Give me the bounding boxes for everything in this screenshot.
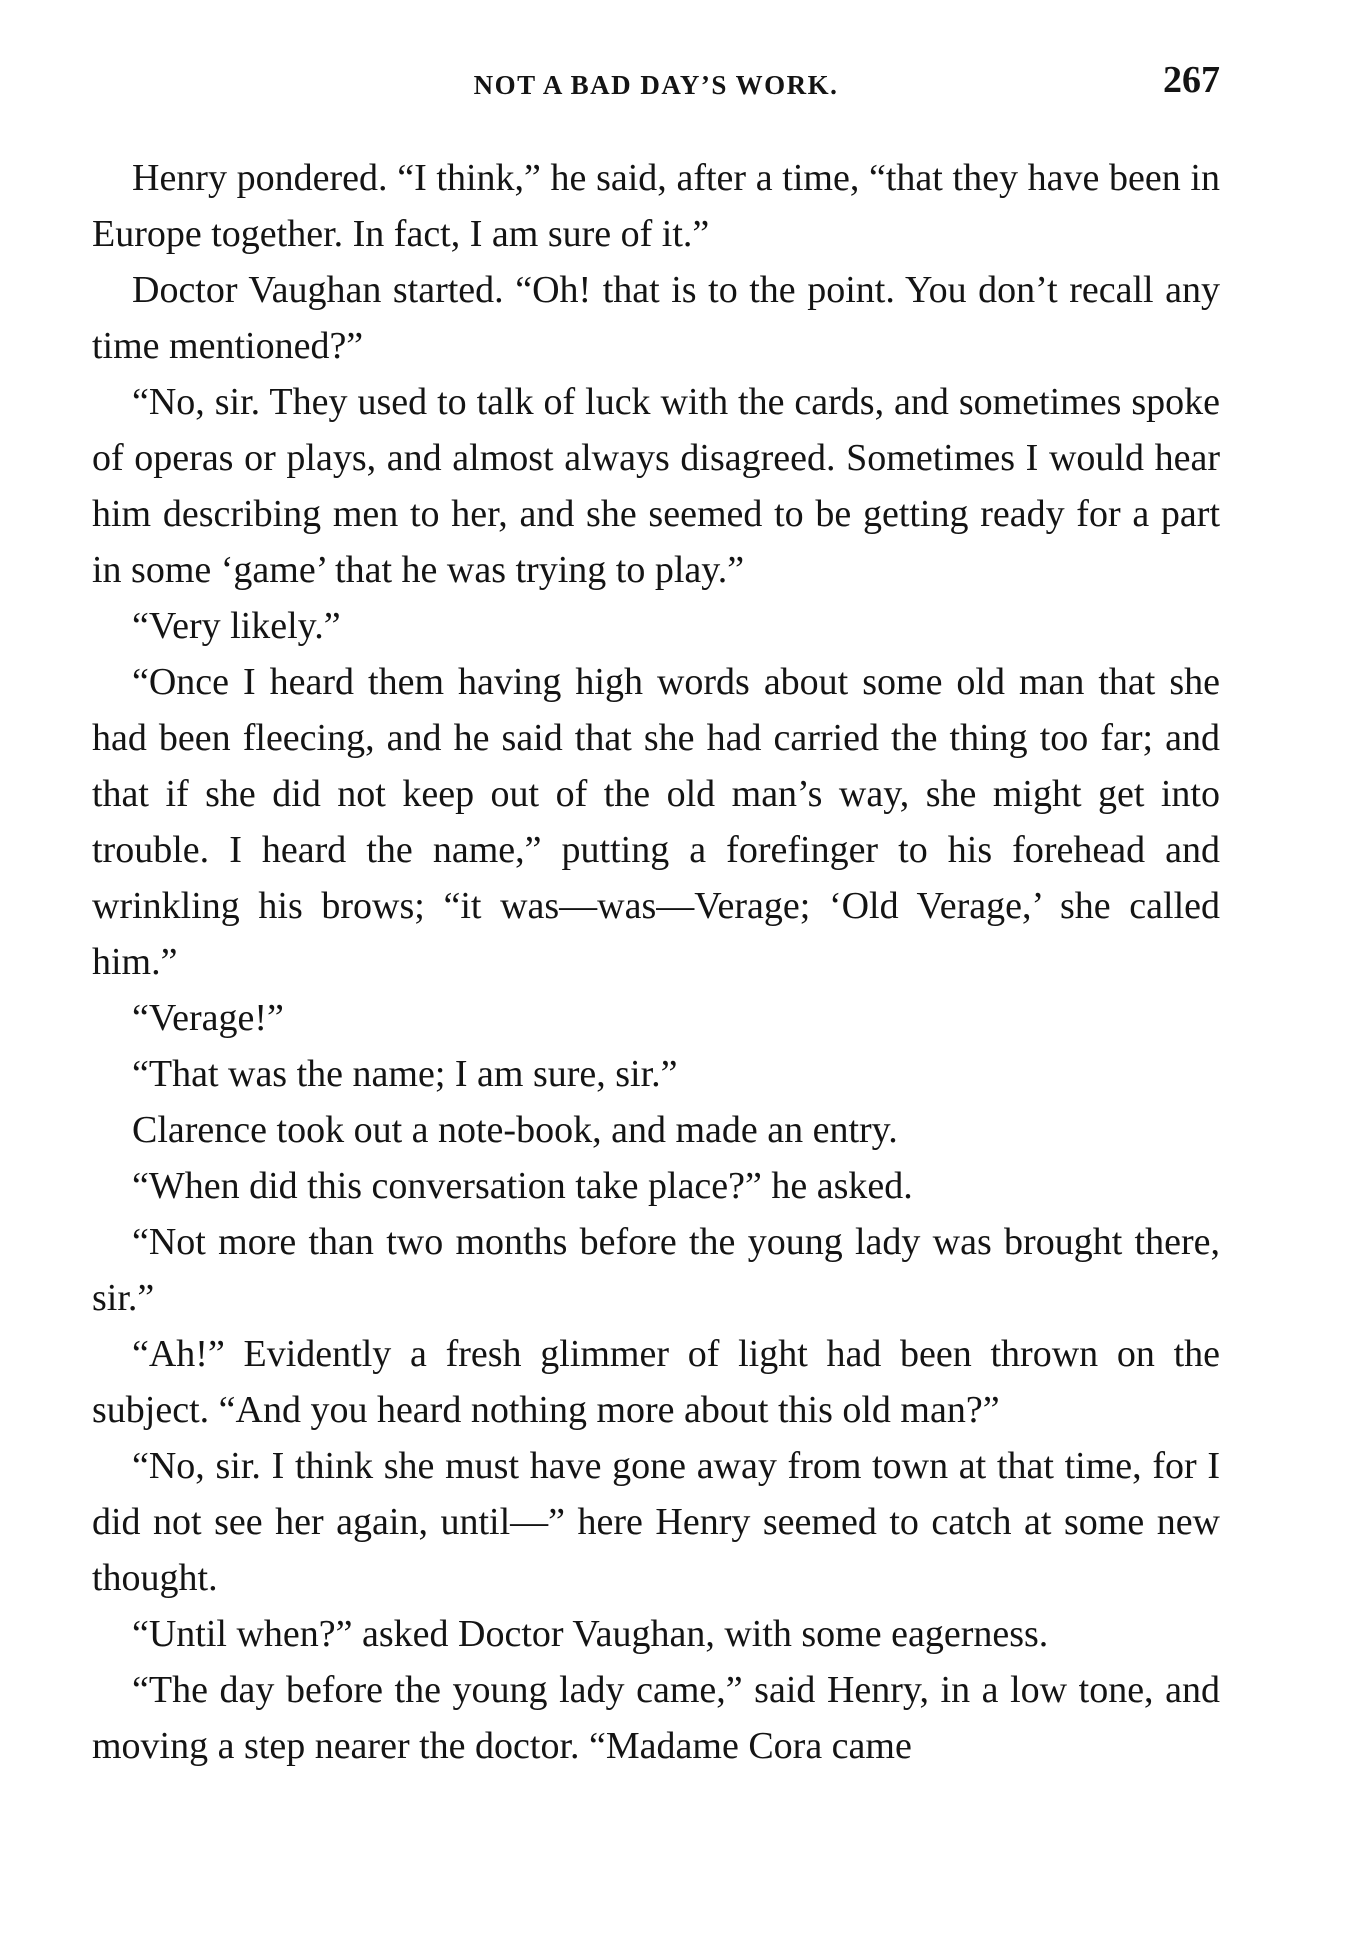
body-text xyxy=(92,150,1220,1774)
paragraph: “Verage!” xyxy=(132,997,284,1039)
paragraph: “When did this conversation take place?” he asked. xyxy=(132,1165,913,1207)
paragraph: “Very likely.” xyxy=(132,605,341,647)
paragraph: Henry pondered. “I think,” he said, after a time, “that they have been in Europe together. In fact, I am sure of it.” xyxy=(92,157,1220,255)
paragraph: “The day before the young lady came,” said Henry, in a low tone, and moving a step nearer the doctor. “Madame Cora came xyxy=(92,1669,1220,1767)
paragraph: “Once I heard them having high words about some old man that she had been fleecing, and he said that she had carried the thing too far; and that if she did not keep out of the old man’s way, she might get into trouble. I heard the name,” putting a forefinger to his forehead and wrinkling his brows; “it was—was—Verage; ‘Old Verage,’ she called him.” xyxy=(92,661,1220,983)
page-number: 267 xyxy=(1163,59,1220,101)
paragraph: “Not more than two months before the young lady was brought there, sir.” xyxy=(92,1221,1220,1319)
paragraph: “No, sir. I think she must have gone away from town at that time, for I did not see her again, until—” here Henry seemed to catch at some new thought. xyxy=(92,1445,1220,1599)
paragraph: “No, sir. They used to talk of luck with the cards, and sometimes spoke of operas or plays, and almost always disagreed. Sometimes I would hear him describing men to her, and she seemed to be getting ready for a part in some ‘game’ that he was trying to play.” xyxy=(92,381,1220,591)
paragraph: “Ah!” Evidently a fresh glimmer of light had been thrown on the subject. “And you heard nothing more about this old man?” xyxy=(92,1333,1220,1431)
running-title: NOT A BAD DAY’S WORK. xyxy=(473,70,839,100)
paragraph: Clarence took out a note-book, and made an entry. xyxy=(132,1109,898,1151)
running-head xyxy=(92,58,1220,108)
paragraph: Doctor Vaughan started. “Oh! that is to the point. You don’t recall any time mentioned?” xyxy=(92,269,1220,367)
paragraph: “Until when?” asked Doctor Vaughan, with some eagerness. xyxy=(132,1613,1049,1655)
paragraph: “That was the name; I am sure, sir.” xyxy=(132,1053,678,1095)
